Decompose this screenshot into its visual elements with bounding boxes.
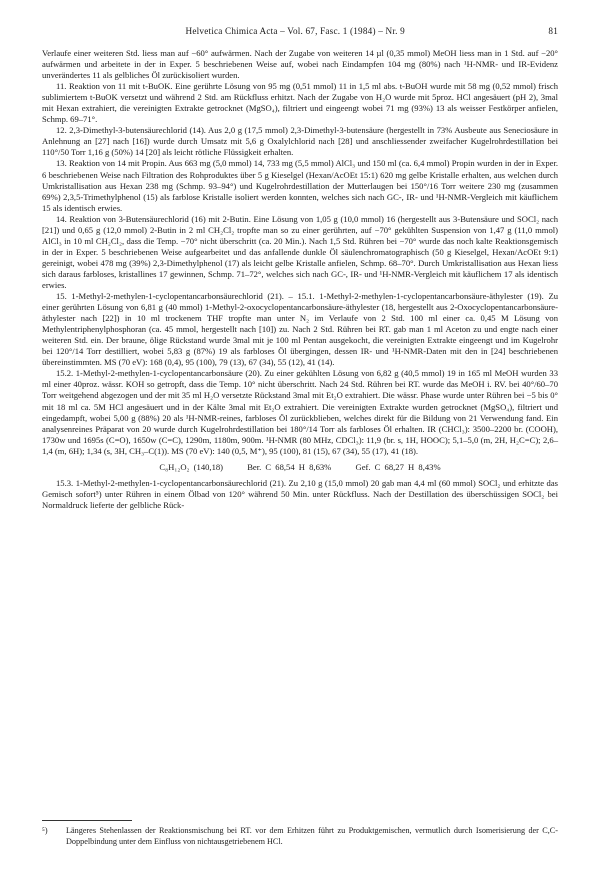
calculated-values: Ber. C 68,54 H 8,63% [247,461,332,472]
paragraph-exp-12: 12. 2,3-Dimethyl-3-butensäurechlorid (14). Aus 2,0 g (17,5 mmol) 2,3-Dimethyl-3-butensäure (hergestellt in 73% Ausbeute aus Seneciosäure in Anlehnung an [27] nach [16]) wurde durch Umsatz mit 5,6 g Oxalylchlorid nach [28] und anschliessender zweifacher Kugelrohrdestillation bei 110°/50 Torr 1,16 g (50%) 14 [20] als leicht rötliche Flüssigkeit erhalten. [42,125,558,158]
paragraph-continuation: Verlaufe einer weiteren Std. liess man auf −60° aufwärmen. Nach der Zugabe von weiteren 14 µl (0,35 mmol) MeOH liess man in 1 Std. auf −20° aufwärmen und arbeitete in der in Exper. 5 beschriebenen Weise auf, wobei nach Eindampfen 104 mg (80%) nach ¹H-NMR- und IR-Evidenz unverändertes 11 als gelbliches Öl zurückisoliert wurden. [42,48,558,81]
paragraph-exp-13: 13. Reaktion von 14 mit Propin. Aus 663 mg (5,0 mmol) 14, 733 mg (5,5 mmol) AlCl₃ und 150 ml (ca. 6,4 mmol) Propin wurden in der in Exper. 6 beschriebenen Weise nach Filtration des Rohproduktes über 5 g Kieselgel (Hexan/AcOEt 15:1) 620 mg gelbe Kristalle erhalten, aus welchen durch Umkristallisation aus Hexan 238 mg (Schmp. 93–94°) und Kugelrohrdestillation der Mutterlaugen bei 150°/16 Torr weitere 230 mg (zusammen 69%) 2,3,5-Trimethylphenol (15) als farblose Kristalle isoliert werden konnten, welches sich nach GC-, IR- und ¹H-NMR-Vergleich mit käuflichem 15 als identisch erwies. [42,158,558,213]
found-values: Gef. C 68,27 H 8,43% [355,461,441,472]
journal-title: Helvetica Chimica Acta – Vol. 67, Fasc. 1 (1984) – Nr. 9 [185,26,405,36]
paragraph-exp-15-1: 15. 1-Methyl-2-methylen-1-cyclopentancarbonsäurechlorid (21). – 15.1. 1-Methyl-2-methylen-1-cyclopentancarbonsäure-äthylester (19). Zu einer gerührten Lösung von 6,81 g (40 mmol) 1-Methyl-2-oxocyclopentancarbonsäure-äthylester (18, hergestellt aus 2-Oxocyclopentancarbonsäure-äthylester nach [22]) in 10 ml trockenem THF tropfte man unter N₂ im Verlaufe von 2 Std. 100 ml einer ca. 0,45 M Lösung von Methylentriphenylphosphoran (ca. 45 mmol, hergestellt nach [10]) zu. Nach 2 Std. Rühren bei RT. gab man 1 ml Aceton zu und engte nach einer weiteren Std. ein. Der braune, ölige Rückstand wurde 3mal mit je 100 ml Pentan ausgekocht, die vereinigten Extrakte eingeengt und im Kugelrohr bei 120°/14 Torr destilliert, wobei 5,83 g (87%) 19 als farbloses Öl übergingen, dessen IR- und ¹H-NMR-Daten mit den in [24] beschriebenen übereinstimmten. MS (70 eV): 168 (0,4), 95 (100), 79 (13), 67 (34), 55 (12), 41 (14). [42,291,558,368]
footnote-mark: ⁵) [42,826,48,835]
running-header [42,26,558,48]
body-text [42,48,558,511]
page-number: 81 [548,26,558,36]
molecular-formula: C₈H₁₂O₂ (140,18) [159,461,224,472]
elemental-analysis [42,462,558,473]
page [42,26,558,511]
paragraph-exp-15-2: 15.2. 1-Methyl-2-methylen-1-cyclopentancarbonsäure (20). Zu einer gekühlten Lösung von 6,82 g (40,5 mmol) 19 in 165 ml MeOH wurden 33 ml einer 40proz. wässr. KOH so getropft, dass die Temp. 10° nicht überschritt. Nach 24 Std. Rühren bei RT. wurde das MeOH i. RV. bei 40°/60–70 Torr weitgehend abgezogen und der mit 35 ml H₂O versetzte Rückstand 3mal mit Et₂O extrahiert. Die wässr. Phase wurde unter Rühren bei −5 bis 0° mit 18 ml ca. 5M HCl angesäuert und in der Kälte 3mal mit Et₂O extrahiert. Die vereinigten Extrakte wurden getrocknet (MgSO₄), filtriert und eingedampft, wobei 5,00 g (88%) 20 als ¹H-NMR-reines, farbloses Öl zurückblieben, welches direkt für die Bildung von 21 Verwendung fand. Ein analysenreines Präparat von 20 wurde durch Kugelrohrdestillation bei 180°/14 Torr als farbloses Öl erhalten. IR (CHCl₃): 3500–2200 br. (COOH), 1730w und 1695s (C=O), 1650w (C=C), 1290m, 1180m, 900m. ¹H-NMR (80 MHz, CDCl₃): 11,9 (br. s, 1H, HOOC); 5,1–5,0 (m, 2H, H₂C=C); 2,6–1,4 (m, 6H); 1,34 (s, 3H, CH₃–C(1)). MS (70 eV): 140 (0,5, M⁺), 95 (100), 81 (15), 67 (34), 55 (17), 41 (18). [42,368,558,456]
paragraph-exp-15-3: 15.3. 1-Methyl-2-methylen-1-cyclopentancarbonsäurechlorid (21). Zu 2,10 g (15,0 mmol) 20 gab man 4,4 ml (60 mmol) SOCl₂ und erhitzte das Gemisch sofort⁵) unter Rühren in einem Ölbad von 120° während 50 Min. unter Rückfluss. Nach der Destillation des überschüssigen SOCl₂ bei Normaldruck lieferte der gelbliche Rück- [42,477,558,510]
footnote [42,826,558,848]
footnote-divider [42,820,132,821]
footnote-text: Längeres Stehenlassen der Reaktionsmischung bei RT. vor dem Erhitzen führt zu Produktgemischen, vermutlich durch Isomerisierung der C,C-Doppelbindung unter dem Einfluss von nichtausgetriebenem HCl. [66,826,558,846]
paragraph-exp-14: 14. Reaktion von 3-Butensäurechlorid (16) mit 2-Butin. Eine Lösung von 1,05 g (10,0 mmol) 16 (hergestellt aus 3-Butensäure und SOCl₂ nach [21]) und 0,65 g (12,0 mmol) 2-Butin in 2 ml CH₂Cl₂ tropfte man so zu einer gerührten, auf −70° gekühlten Suspension von 1,47 g (11,0 mmol) AlCl₃ in 10 ml CH₂Cl₂, dass die Temp. −70° nicht überschritt (ca. 20 Min.). Nach 1,5 Std. Rühren bei −70° wurde das noch kalte Reaktionsgemisch in der in Exper. 5 beschriebenen Weise aufgearbeitet und das anfallende dunkle Öl säulenchromatographisch (50 g Kieselgel, Hexan/AcOEt 9:1) gereinigt, wobei 478 mg (39%) 2,3-Dimethylphenol (17) als leicht gelbe Kristalle anfielen, Schmp. 68–70°. Durch Umkristallisation aus Hexan liess sich daraus farbloses, kristallines 17 gewinnen, Schmp. 71–72°, welches sich nach GC-, IR- und ¹H-NMR-Vergleich mit käuflichem 17 als identisch erwies. [42,213,558,290]
paragraph-exp-11: 11. Reaktion von 11 mit t-BuOK. Eine gerührte Lösung von 95 mg (0,51 mmol) 11 in 1,5 ml abs. t-BuOH wurde mit 58 mg (0,52 mmol) frisch sublimiertem t-BuOK versetzt und während 2 Std. am Rückfluss erhitzt. Nach der Zugabe von H₂O wurde mit 5proz. HCl angesäuert (pH 2), 3mal mit Hexan extrahiert, die vereinigten Extrakte getrocknet (MgSO₄), filtriert und eingeengt wobei 71 mg (93%) 13 als weisser Festkörper anfielen, Schmp. 69–71°. [42,81,558,125]
